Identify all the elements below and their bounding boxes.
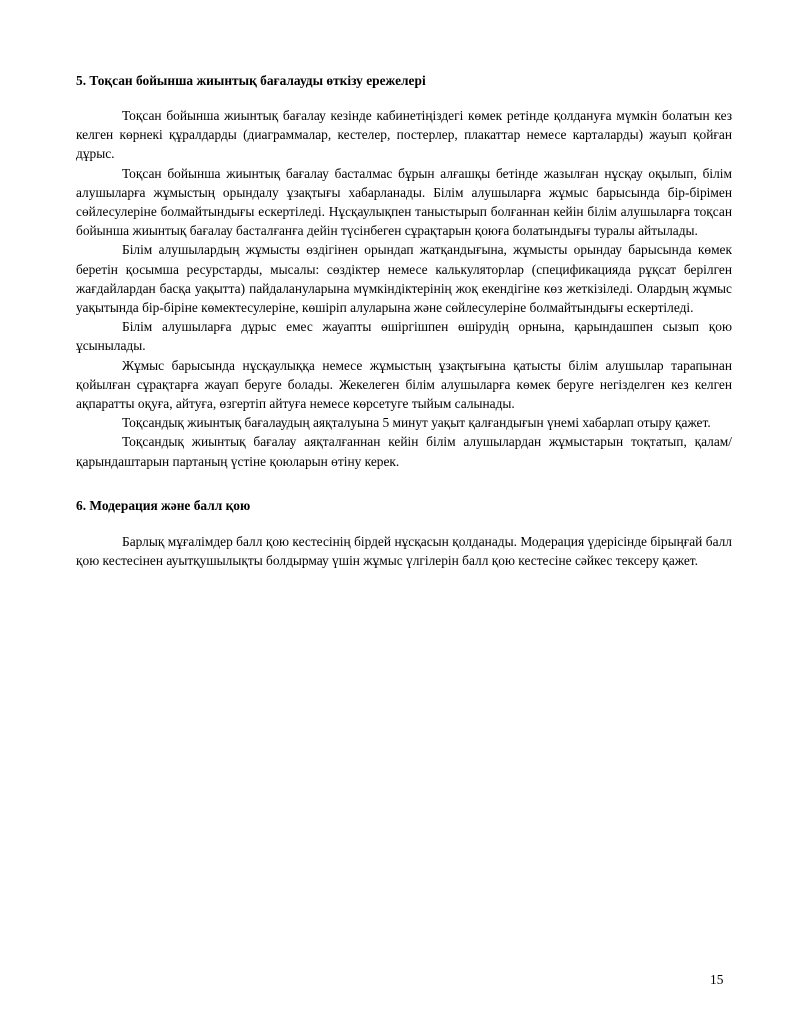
section-5-paragraph-6: Тоқсандық жиынтық бағалаудың аяқталуына 5 минут уақыт қалғандығын үнемі хабарлап отыру қажет.	[122, 415, 711, 431]
section-6-paragraph-1: Барлық мұғалімдер балл қою кестесінің бірдей нұсқасын қолданады. Модерация үдерісінде бірыңғай балл қою кестесінен ауытқушылықты болдырмау үшін жұмыс үлгілерін балл қою кестесіне сәйкес тексеру қажет.	[76, 533, 732, 569]
section-5-paragraph-7: Тоқсандық жиынтық бағалау аяқталғаннан кейін білім алушылардан жұмыстарын тоқтатып, қалам/қарындаштарын партаның үстіне қоюларын өтіну керек.	[76, 434, 732, 469]
section-5-body	[76, 106, 732, 471]
section-5-paragraph-2: Тоқсан бойынша жиынтық бағалау басталмас бұрын алғашқы бетінде жазылған нұсқау оқылып, білім алушыларға жұмыстың орындалу ұзақтығы хабарланады. Білім алушыларға жұмыс барысында бір-бірімен сөйлесулеріне болмайтындығы ескертіледі. Нұсқаулықпен таныстырып болғаннан кейін білім алушыларға тоқсан бойынша жиынтық бағалау басталғанға дейін түсінбеген сұрақтарын қоюға болатындығы туралы айтылады.	[76, 165, 732, 239]
section-5-paragraph-3: Білім алушылардың жұмысты өздігінен орындап жатқандығына, жұмысты орындау барысында көмек беретін қосымша ресурстарды, мысалы: сөздіктер немесе калькуляторлар (спецификацияда рұқсат берілген жағдайлардан басқа уақытта) пайдалануларына мүмкіндіктерінің жоқ екендігіне көз жеткізіледі. Олардың жұмыс уақытында бір-біріне көмектесулеріне, көшіріп алуларына және сөйлесулеріне болмайтындығы ескертіледі.	[76, 242, 732, 316]
document-page	[76, 72, 732, 570]
page-number: 15	[710, 972, 724, 987]
section-5-paragraph-4: Білім алушыларға дұрыс емес жауапты өшіргішпен өшірудің орнына, қарындашпен сызып қою ұсынылады.	[76, 319, 732, 354]
section-5-paragraph-5: Жұмыс барысында нұсқаулыққа немесе жұмыстың ұзақтығына қатысты білім алушылар тарапынан қойылған сұрақтарға жауап беруге болады. Жекелеген білім алушыларға көмек беруге негізделген кез келген ақпаратты оқуға, айтуға, өзгертіп айтуға немесе көрсетуге тыйым салынады.	[76, 357, 732, 412]
section-6-heading: 6. Модерация және балл қою	[76, 497, 251, 513]
section-5-paragraph-1: Тоқсан бойынша жиынтық бағалау кезінде кабинетіңіздегі көмек ретінде қолдануға мүмкін болатын кез келген көрнекі құралдарды (диаграммалар, кестелер, постерлер, плакаттар немесе карталарды) жауып қойған дұрыс.	[76, 108, 732, 162]
section-6-body	[76, 532, 732, 570]
section-5-heading: 5. Тоқсан бойынша жиынтық бағалауды өткізу ережелері	[76, 73, 426, 88]
